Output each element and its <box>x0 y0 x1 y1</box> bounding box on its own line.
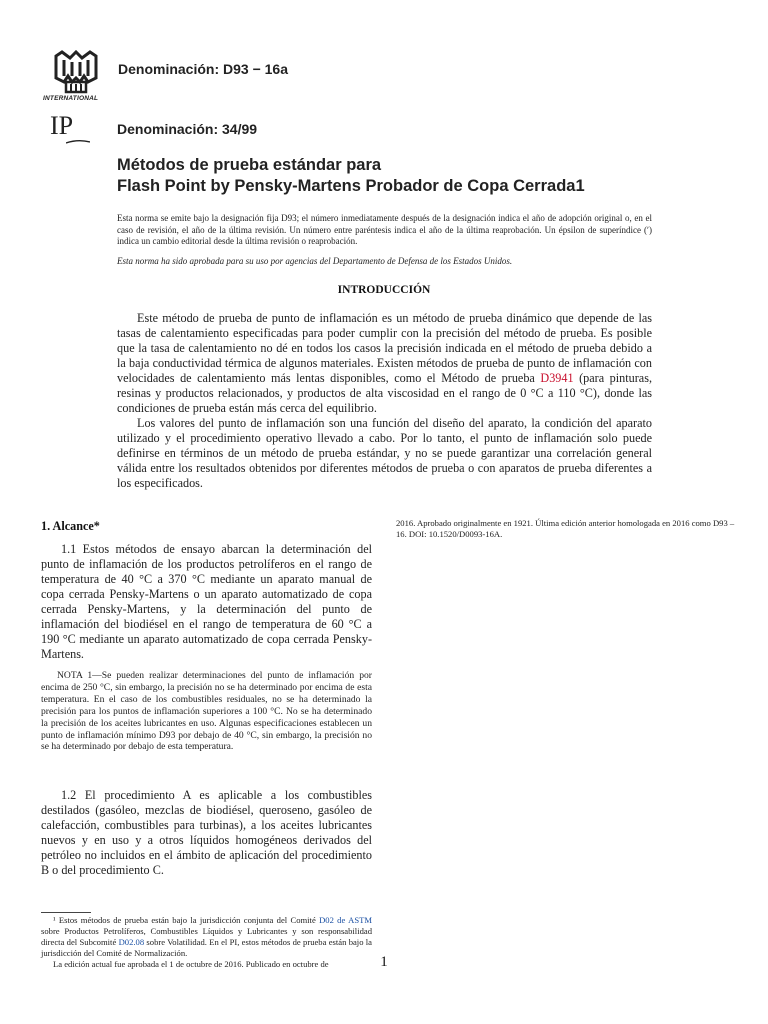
ip-logo <box>50 112 92 140</box>
footnote-1-text <box>41 915 372 959</box>
ip-logo-text: IP <box>50 111 74 140</box>
designation-ip: Denominación: 34/99 <box>117 121 258 137</box>
approval-note: Esta norma ha sido aprobada para su uso por agencias del Departamento de Defensa de los Estados Unidos. <box>117 256 513 266</box>
introduction-p1-tail: (para pinturas, resinas y productos relacionados, y productos de alta viscosidad en el rango de 0 °C a 110 °C), donde las condiciones de prueba están más cerca del equilibrio. <box>117 371 652 415</box>
d3941-link[interactable]: D3941 <box>540 371 574 385</box>
astm-logo-wordmark: INTERNATIONAL <box>43 95 99 102</box>
introduction-body <box>117 311 652 491</box>
section-1-heading: 1. Alcance* <box>41 519 100 533</box>
section-1-2 <box>41 788 372 878</box>
footnote-1-edition: La edición actual fue aprobada el 1 de octubre de 2016. Publicado en octubre de <box>53 958 329 969</box>
issuance-note: Esta norma se emite bajo la designación fija D93; el número inmediatamente después de la designación indica el año de adopción original o, en el caso de revisión, el año de la última revisión. Un número entre paréntesis indica el año de la última reaprobación. Un épsilon de superíndice (ʹ) indica un cambio editorial desde la última revisión o reaprobación. <box>117 213 652 246</box>
designation-astm: Denominación: D93 − 16a <box>118 61 289 77</box>
footnote-text-c: sobre Volatilidad. En el PI, estos métodos de prueba están bajo la jurisdicción del Comité de Normalización. <box>41 936 373 958</box>
introduction-heading: INTRODUCCIÓN <box>337 284 431 296</box>
introduction-paragraph-1 <box>117 311 652 416</box>
title-line-1: Métodos de prueba estándar para <box>117 156 382 174</box>
note-1 <box>41 670 372 753</box>
d02-08-link[interactable]: D02.08 <box>118 936 145 947</box>
paragraph-1-1: 1.1 Estos métodos de ensayo abarcan la determinación del punto de inflamación de los productos petrolíferos en el rango de temperatura de 40 °C a 370 °C mediante un aparato manual de copa cerrada Pensky-Martens o un aparato automatizado de copa cerrada Pensky-Martens, y la determinación del punto de inflamación del biodiésel en el rango de temperatura de 60 °C a 190 °C mediante un aparato automatizado de copa cerrada Pensky-Martens. <box>41 542 372 661</box>
introduction-p1-text: Este método de prueba de punto de inflamación es un método de prueba dinámico que depende de las tasas de calentamiento especificadas para poder cumplir con la precisión del método de prueba. Es posible que la tasa de calentamiento no dé en todos los casos la precisión indicada en el método de prueba debido a la baja conductividad térmica de algunos materiales. Existen métodos de prueba de punto de inflamación con velocidades de calentamiento más lentas disponibles, como el Método de prueba <box>117 311 652 385</box>
title-line-2: Flash Point by Pensky-Martens Probador de Copa Cerrada1 <box>117 177 585 195</box>
footnote-divider <box>41 912 91 913</box>
document-title <box>117 155 585 197</box>
footnote-text-b: sobre Productos Petrolíferos, Combustibles Líquidos y Lubricantes y son responsabilidad directa del Subcomité <box>41 925 372 947</box>
page-number: 1 <box>380 954 388 970</box>
paragraph-1-2: 1.2 El procedimiento A es aplicable a los combustibles destilados (gasóleo, mezclas de biodiésel, queroseno, gasóleo de calefacción, combustibles para turbinas), a los aceites lubricantes nuevos y en uso y a otros líquidos homogéneos derivados del petróleo no incluidos en el ámbito de aplicación del procedimiento B o del procedimiento C. <box>41 788 372 877</box>
footnote-text-a: ¹ Estos métodos de prueba están bajo la jurisdicción conjunta del Comité <box>53 915 320 925</box>
d02-link[interactable]: D02 de ASTM <box>319 915 372 925</box>
footnote-continued: 2016. Aprobado originalmente en 1921. Última edición anterior homologada en 2016 como D93 – 16. DOI: 10.1520/D0093-16A. <box>396 518 735 539</box>
section-1-1 <box>41 542 372 662</box>
ip-logo-swoosh <box>66 131 90 134</box>
note-1-text: NOTA 1—Se pueden realizar determinaciones del punto de inflamación por encima de 250 °C, sin embargo, la precisión no se ha determinado por encima de esta temperatura. En el caso de los combustibles residuales, no se ha determinado la precisión para los puntos de inflamación superiores a 100 °C. No se ha determinado la precisión de los aceites lubricantes en uso. Algunas especificaciones establecen un punto de inflamación mínimo D93 por debajo de 40 °C, sin embargo, la precisión no se ha determinado por debajo de esta temperatura. <box>41 670 372 753</box>
introduction-paragraph-2: Los valores del punto de inflamación son una función del diseño del aparato, la condición del aparato utilizado y el procedimiento operativo llevado a cabo. Por lo tanto, el punto de inflamación solo puede definirse en términos de un método de prueba estándar, y no se puede garantizar una correlación general válida entre los resultados obtenidos por diferentes métodos de prueba o con aparatos de prueba diferentes a los especificados. <box>117 416 652 490</box>
